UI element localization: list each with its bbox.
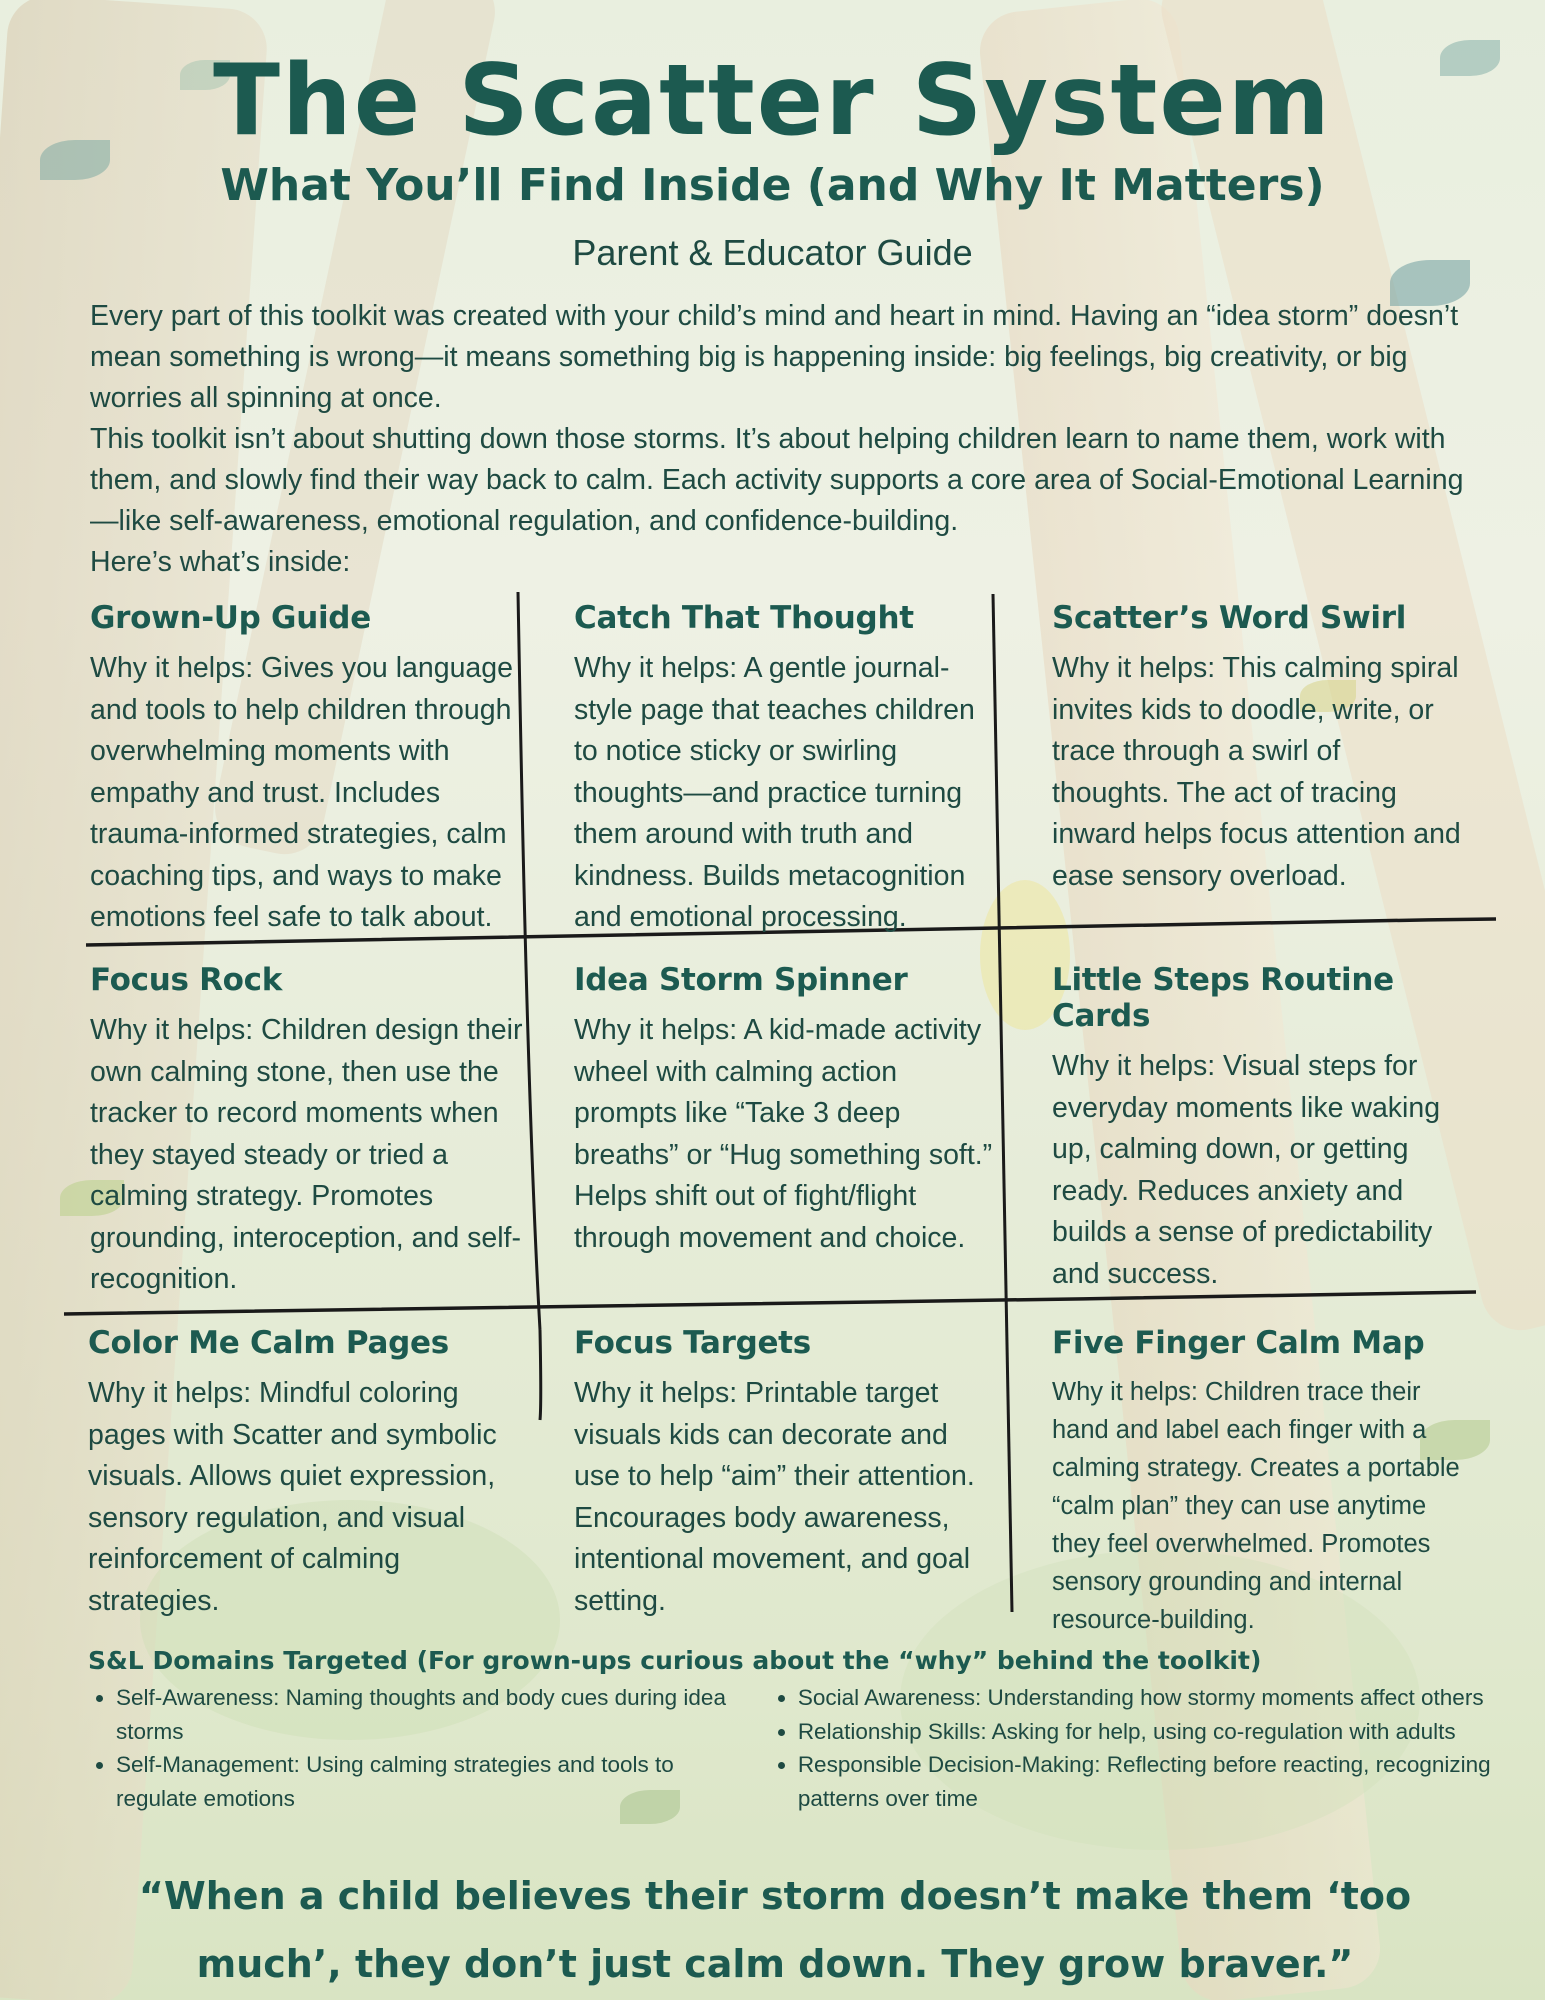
item-catch-that-thought — [574, 600, 989, 939]
sel-domains-section — [88, 1646, 1508, 1815]
item-grown-up-guide — [90, 600, 520, 939]
intro-text — [90, 296, 1470, 583]
vertical-divider — [540, 1330, 541, 1420]
item-title: Grown-Up Guide — [90, 600, 371, 636]
item-title: Color Me Calm Pages — [88, 1325, 449, 1361]
item-color-me-calm-pages — [88, 1325, 518, 1622]
item-description: Why it helps: Gives you language and tools to help children through overwhelming moments with empathy and trust. Includes trauma-informed strategies, calm coaching tips, and ways to make emotions feel safe to talk about. — [90, 652, 513, 933]
item-focus-rock — [90, 962, 530, 1301]
item-title: Scatter’s Word Swirl — [1052, 600, 1407, 636]
item-idea-storm-spinner — [574, 962, 994, 1259]
sel-list-item: • Self-Awareness: Naming thoughts and body cues during idea storms — [116, 1681, 740, 1748]
closing-quote: “When a child believes their storm doesn’t make them ‘too much’, they don’t just calm down. They grow braver.” — [138, 1874, 1412, 1986]
item-description: Why it helps: Mindful coloring pages with Scatter and symbolic visuals. Allows quiet expression, sensory regulation, and visual reinforcement of calming strategies. — [88, 1377, 497, 1617]
item-title: Idea Storm Spinner — [574, 962, 908, 998]
item-description: Why it helps: Children design their own calming stone, then use the tracker to record moments when they stayed steady or tried a calming strategy. Promotes grounding, interoception, and self-recognition. — [90, 1014, 523, 1295]
sel-list-left — [88, 1681, 740, 1815]
page-subtitle: What You’ll Find Inside (and Why It Matters) — [220, 160, 1325, 211]
page-title: The Scatter System — [213, 44, 1332, 158]
item-description: Why it helps: Printable target visuals kids can decorate and use to help “aim” their attention. Encourages body awareness, intentional movement, and goal setting. — [574, 1377, 975, 1617]
item-title: Focus Rock — [90, 962, 283, 998]
item-focus-targets — [574, 1325, 994, 1622]
item-title: Focus Targets — [574, 1325, 811, 1361]
sel-list-item: • Relationship Skills: Asking for help, using co-regulation with adults — [798, 1715, 1508, 1749]
item-description: Why it helps: This calming spiral invites kids to doodle, write, or trace through a swirl of thoughts. The act of tracing inward helps focus attention and ease sensory overload. — [1052, 652, 1461, 892]
item-title: Little Steps Routine Cards — [1052, 962, 1394, 1034]
vertical-divider — [993, 594, 1012, 1612]
item-five-finger-calm-map — [1052, 1325, 1462, 1639]
item-description: Why it helps: Visual steps for everyday moments like waking up, calming down, or getting ready. Reduces anxiety and builds a sense of predictability and success. — [1052, 1050, 1441, 1290]
sel-heading: S&L Domains Targeted (For grown-ups curious about the “why” behind the toolkit) — [88, 1646, 1262, 1675]
item-title: Catch That Thought — [574, 600, 914, 636]
sel-list-item: • Social Awareness: Understanding how stormy moments affect others — [798, 1681, 1508, 1715]
intro-paragraph: This toolkit isn’t about shutting down those storms. It’s about helping children learn to name them, work with them, and slowly find their way back to calm. Each activity supports a core area of Social-Emotional Learning—like self-awareness, emotional regulation, and confidence-building. — [90, 423, 1464, 537]
item-description: Why it helps: Children trace their hand and label each finger with a calming strategy. Creates a portable “calm plan” they can use anytime they feel overwhelmed. Promotes sensory grounding and internal resource-building. — [1052, 1378, 1460, 1634]
sel-list-right — [770, 1681, 1508, 1815]
intro-paragraph: Here’s what’s inside: — [90, 546, 351, 578]
intro-paragraph: Every part of this toolkit was created with your child’s mind and heart in mind. Having an “idea storm” doesn’t mean something is wrong—it means something big is happening inside: big feelings, big creativity, or big worries all spinning at once. — [90, 300, 1459, 414]
item-little-steps-routine-cards — [1052, 962, 1472, 1295]
item-scatters-word-swirl — [1052, 600, 1462, 897]
item-title: Five Finger Calm Map — [1052, 1325, 1425, 1361]
sel-list-item: • Self-Management: Using calming strategies and tools to regulate emotions — [116, 1748, 740, 1815]
item-description: Why it helps: A kid-made activity wheel with calming action prompts like “Take 3 deep breaths” or “Hug something soft.” Helps shift out of fight/flight through movement and choice. — [574, 1014, 993, 1254]
item-description: Why it helps: A gentle journal-style page that teaches children to notice sticky or swirling thoughts—and practice turning them around with truth and kindness. Builds metacognition and emotional processing. — [574, 652, 975, 933]
sel-list-item: • Responsible Decision-Making: Reflecting before reacting, recognizing patterns over time — [798, 1748, 1508, 1815]
guide-label: Parent & Educator Guide — [572, 232, 973, 273]
